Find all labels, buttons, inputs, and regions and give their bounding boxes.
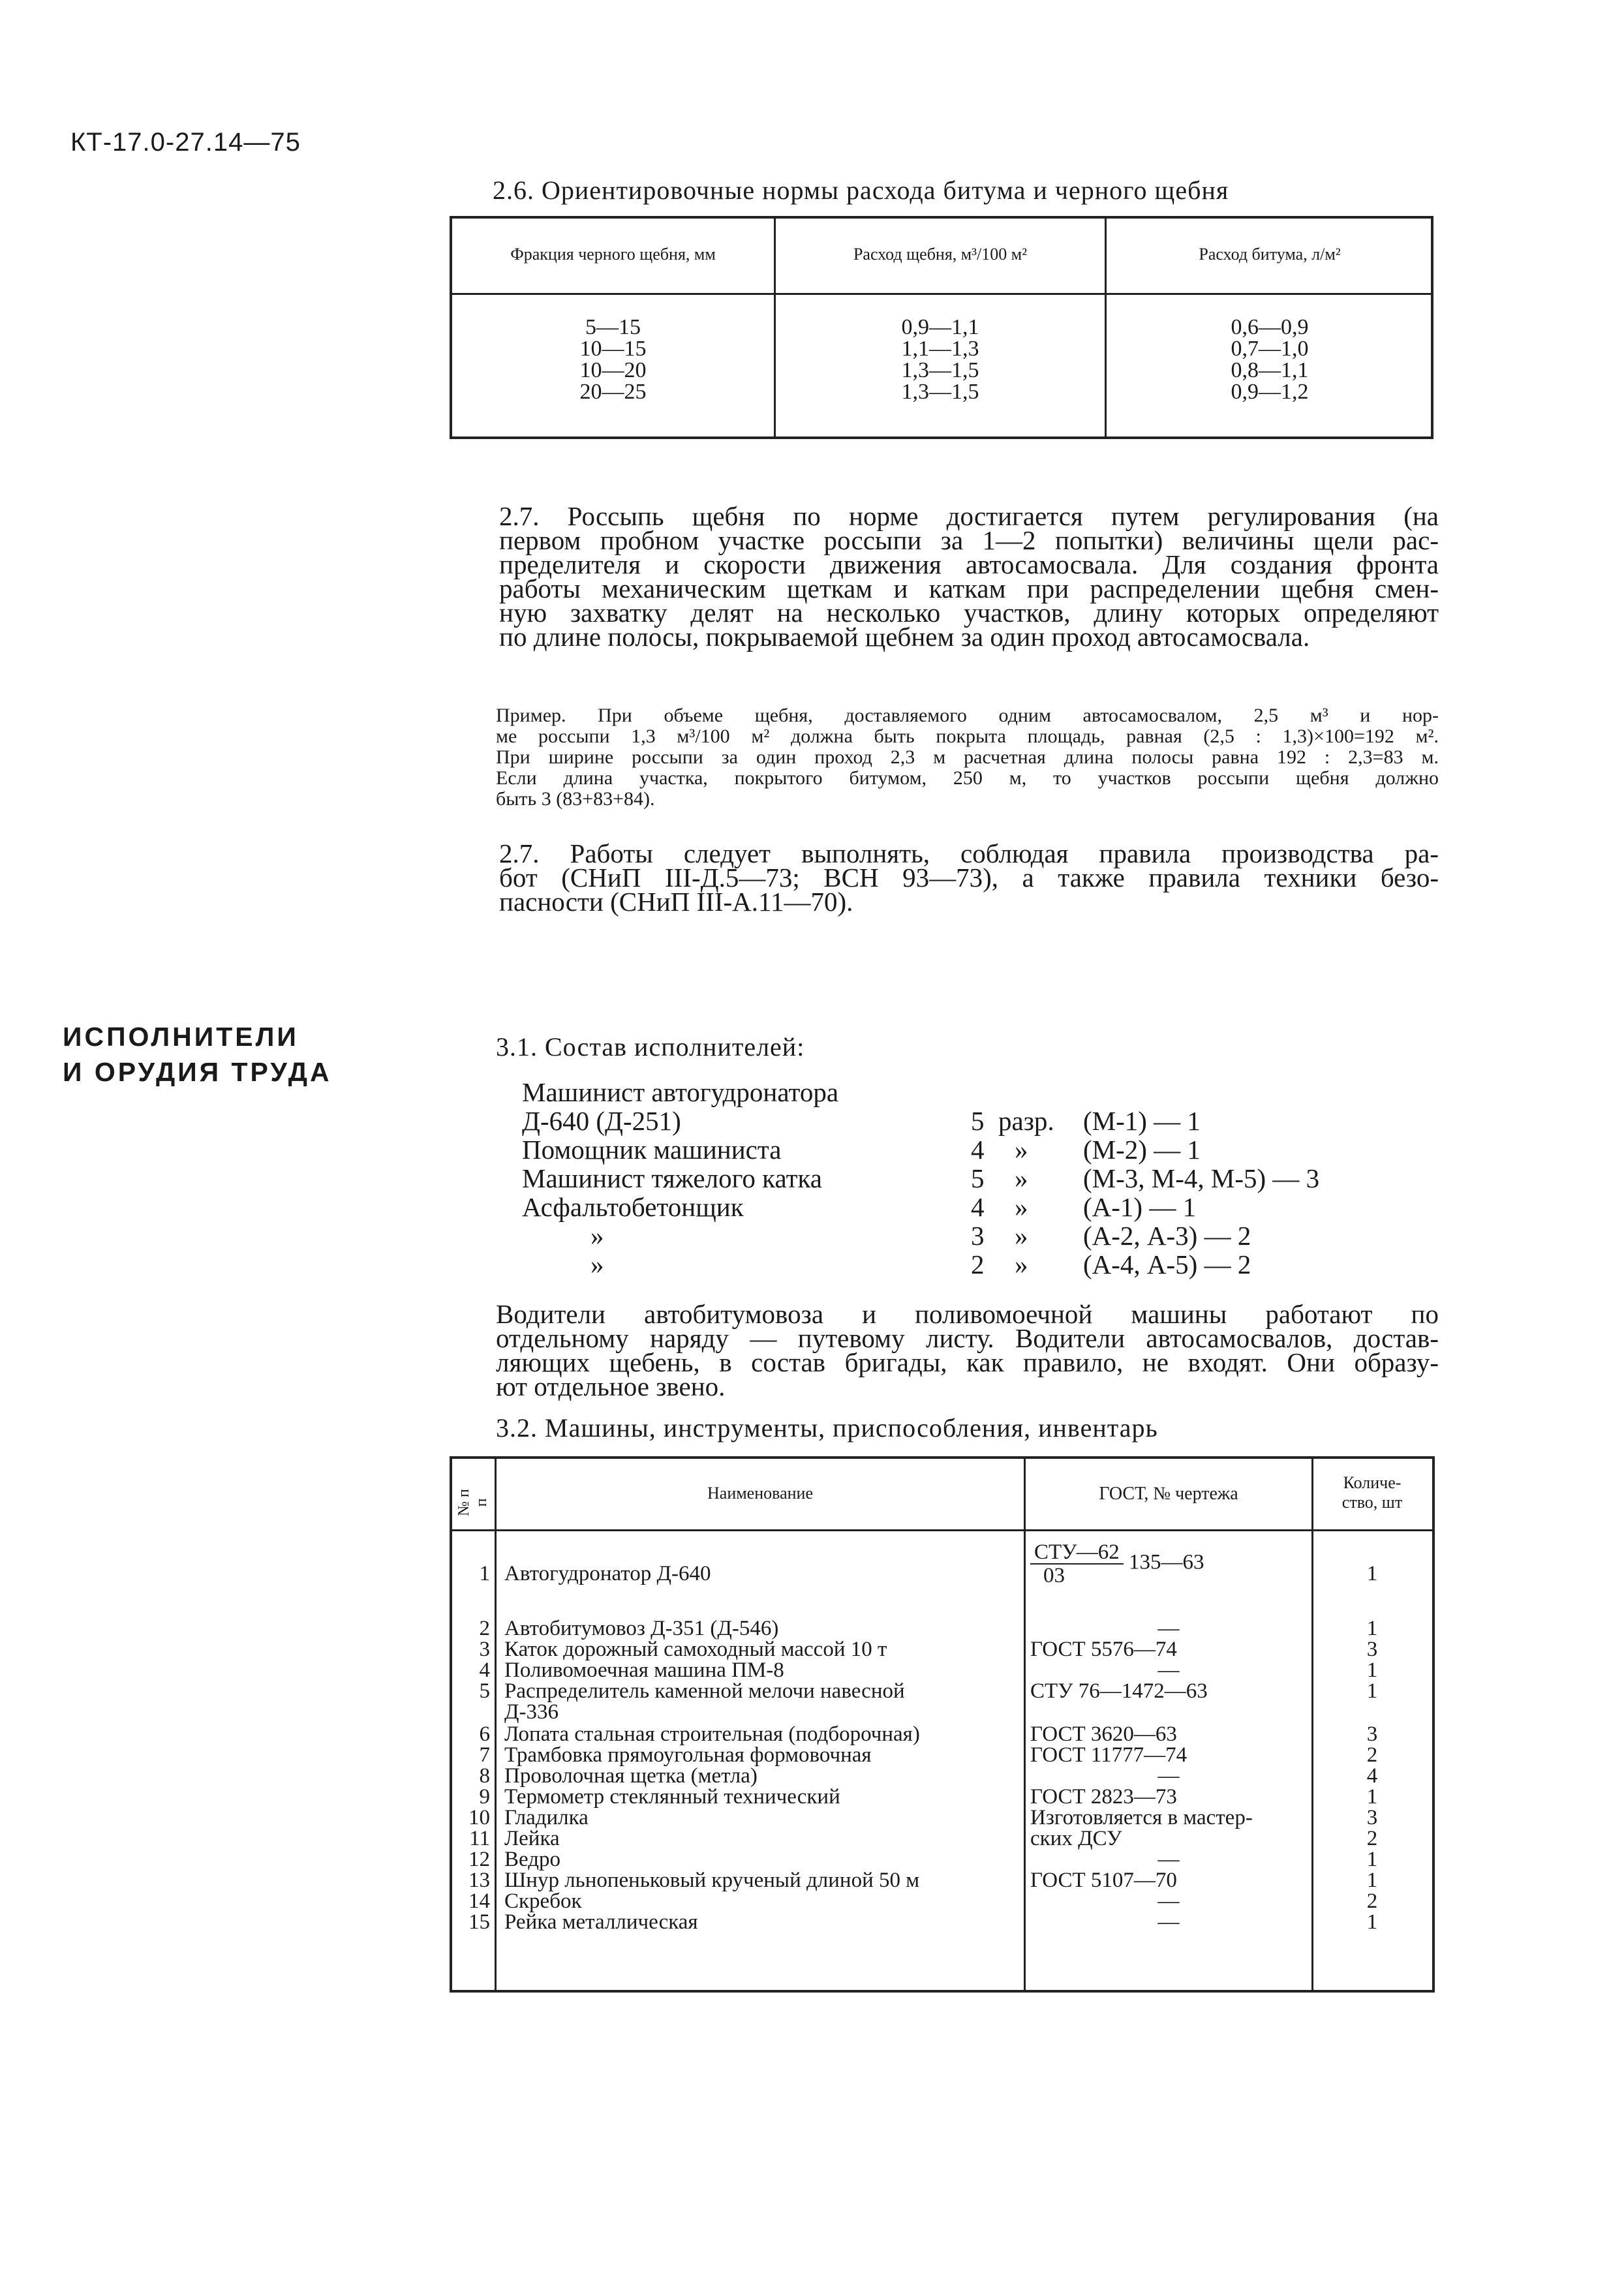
- roster-unit: »: [1015, 1221, 1028, 1251]
- text-line: ме россыпи 1,3 м³/100 м² должна быть покрыта площадь, равная (2,5 : 1,3)×100=192 м².: [496, 726, 1439, 747]
- item-gost: ГОСТ 5107—70: [1030, 1869, 1177, 1892]
- item-name: Поливомоечная машина ПМ-8: [504, 1658, 784, 1682]
- item-gost: —: [1157, 1617, 1180, 1640]
- roster-grade: 4: [971, 1192, 985, 1222]
- item-name: Трамбовка прямоугольная формовочная: [504, 1743, 872, 1767]
- table-cell: 0,8—1,1: [1231, 358, 1309, 382]
- col-header-qty-line1: Количе-: [1343, 1473, 1402, 1492]
- row-number: 12: [468, 1848, 490, 1871]
- consumption-table: [450, 216, 1433, 439]
- crew-roster: [0, 1078, 1624, 1287]
- text-line: первом пробном участке россыпи за 1—2 попытки) величины щели рас-: [499, 525, 1439, 555]
- item-gost: —: [1157, 1658, 1180, 1682]
- section-2-6-title: 2.6. Ориентировочные нормы расхода битума и черного щебня: [493, 176, 1229, 205]
- text-line: быть 3 (83+83+84).: [496, 788, 655, 810]
- roster-code: (М-3, М-4, М-5) — 3: [1083, 1163, 1320, 1193]
- roster-code: (М-1) — 1: [1083, 1106, 1201, 1136]
- item-gost: ГОСТ 5576—74: [1030, 1638, 1177, 1661]
- item-gost: ГОСТ 2823—73: [1030, 1785, 1177, 1809]
- text-line: пасности (СНиП III-А.11—70).: [499, 887, 853, 917]
- row-number: 10: [468, 1806, 490, 1829]
- col-header-gost: ГОСТ, № чертежа: [1099, 1484, 1238, 1504]
- table-divider: [495, 1459, 497, 1990]
- item-gost: ских ДСУ: [1030, 1827, 1122, 1850]
- table-cell: 1,3—1,5: [901, 358, 979, 382]
- col-header-fraction: Фракция черного щебня, мм: [510, 245, 716, 264]
- item-quantity: 1: [1366, 1562, 1378, 1585]
- item-quantity: 2: [1366, 1827, 1378, 1850]
- item-name-cont: Д-336: [504, 1700, 559, 1724]
- row-number: 4: [479, 1658, 490, 1682]
- roster-unit: »: [1015, 1135, 1028, 1165]
- item-name: Проволочная щетка (метла): [504, 1764, 758, 1788]
- text-line: бот (СНиП III-Д.5—73; ВСН 93—73), а также правила техники безо-: [499, 863, 1439, 893]
- item-name: Автобитумовоз Д-351 (Д-546): [504, 1617, 779, 1640]
- text-line: Водители автобитумовоза и поливомоечной машины работают по: [496, 1299, 1439, 1329]
- table-cell: 1,1—1,3: [901, 337, 979, 361]
- text-line: При ширине россыпи за один проход 2,3 м расчетная длина полосы равна 192 : 2,3=83 м.: [496, 746, 1439, 768]
- item-quantity: 3: [1366, 1722, 1378, 1746]
- table-cell: 1,3—1,5: [901, 380, 979, 404]
- item-quantity: 3: [1366, 1638, 1378, 1661]
- table-cell: 5—15: [585, 315, 641, 339]
- text-line: ляющих щебень, в состав бригады, как правило, не входят. Они образу-: [496, 1347, 1439, 1377]
- item-gost: Изготовляется в мастер-: [1030, 1806, 1253, 1829]
- gost-tail: 135—63: [1128, 1550, 1204, 1574]
- item-quantity: 1: [1366, 1785, 1378, 1809]
- roster-code: (А-1) — 1: [1083, 1192, 1197, 1222]
- roster-grade: 3: [971, 1221, 985, 1251]
- text-line: ную захватку делят на несколько участков, длину которых определяют: [499, 598, 1439, 628]
- item-gost: —: [1157, 1848, 1180, 1871]
- gravel-column: [776, 316, 1105, 403]
- text-line: Если длина участка, покрытого битумом, 250 м, то участков россыпи щебня должно: [496, 767, 1439, 789]
- col-header-number: № п п: [455, 1489, 490, 1516]
- table-divider: [452, 293, 1431, 295]
- section-3-1-title: 3.1. Состав исполнителей:: [496, 1032, 805, 1062]
- col-header-gravel: Расход щебня, м³/100 м²: [853, 245, 1028, 264]
- side-heading-line2: И ОРУДИЯ ТРУДА: [63, 1057, 332, 1087]
- item-quantity: 1: [1366, 1848, 1378, 1871]
- item-gost: ГОСТ 3620—63: [1030, 1722, 1177, 1746]
- row-number: 8: [479, 1764, 490, 1788]
- item-quantity: 4: [1366, 1764, 1378, 1788]
- item-name: Ведро: [504, 1848, 561, 1871]
- col-header-qty-line2: ство, шт: [1341, 1493, 1403, 1512]
- item-name: Шнур льнопеньковый крученый длиной 50 м: [504, 1869, 920, 1892]
- item-name: Распределитель каменной мелочи навесной: [504, 1679, 905, 1703]
- roster-unit: разр.: [998, 1106, 1054, 1136]
- roster-unit: »: [1015, 1163, 1028, 1193]
- item-gost: ГОСТ 11777—74: [1030, 1743, 1187, 1767]
- paragraph-2-7-spread: [499, 501, 1439, 652]
- roster-grade: 2: [971, 1249, 985, 1279]
- text-line: работы механическим щеткам и каткам при распределении щебня смен-: [499, 573, 1439, 604]
- text-line: 2.7. Россыпь щебня по норме достигается путем регулирования (на: [499, 501, 1439, 531]
- item-quantity: 1: [1366, 1910, 1378, 1934]
- roster-grade: 5: [971, 1163, 985, 1193]
- roster-role: Помощник машиниста: [522, 1135, 782, 1165]
- item-gost: —: [1157, 1764, 1180, 1788]
- row-number: 11: [469, 1827, 490, 1850]
- item-quantity: 1: [1366, 1617, 1378, 1640]
- roster-grade: 5: [971, 1106, 985, 1136]
- row-number: 9: [479, 1785, 490, 1809]
- paragraph-2-7-works: [499, 838, 1439, 917]
- item-name: Лопата стальная строительная (подборочная): [504, 1722, 920, 1746]
- row-number: 5: [479, 1679, 490, 1703]
- item-gost-fraction: [1030, 1541, 1204, 1587]
- row-number: 2: [479, 1617, 490, 1640]
- roster-code: (А-2, А-3) — 2: [1083, 1221, 1251, 1251]
- row-number: 14: [468, 1889, 490, 1913]
- roster-role: Машинист автогудронатора: [522, 1077, 839, 1107]
- roster-grade: 4: [971, 1135, 985, 1165]
- row-number: 7: [479, 1743, 490, 1767]
- text-line: по длине полосы, покрываемой щебнем за один проход автосамосвала.: [499, 622, 1310, 652]
- table-cell: 10—15: [579, 337, 647, 361]
- table-cell: 20—25: [579, 380, 647, 404]
- item-gost: СТУ 76—1472—63: [1030, 1679, 1208, 1703]
- row-number: 13: [468, 1869, 490, 1892]
- equipment-table: [450, 1456, 1435, 1993]
- item-quantity: 1: [1366, 1679, 1378, 1703]
- row-number: 6: [479, 1722, 490, 1746]
- item-quantity: 2: [1366, 1743, 1378, 1767]
- table-cell: 0,9—1,1: [901, 315, 979, 339]
- roster-role: Машинист тяжелого катка: [522, 1163, 822, 1193]
- roster-code: (М-2) — 1: [1083, 1135, 1201, 1165]
- roster-unit: »: [1015, 1192, 1028, 1222]
- table-cell: 0,9—1,2: [1231, 380, 1309, 404]
- section-3-2-title: 3.2. Машины, инструменты, приспособления, инвентарь: [496, 1413, 1158, 1443]
- text-line: пределителя и скорости движения автосамосвала. Для создания фронта: [499, 549, 1439, 579]
- text-line: Пример. При объеме щебня, доставляемого одним автосамосвалом, 2,5 м³ и нор-: [496, 705, 1439, 726]
- item-quantity: 1: [1366, 1658, 1378, 1682]
- text-line: отдельному наряду — путевому листу. Водители автосамосвалов, достав-: [496, 1323, 1439, 1353]
- item-name: Каток дорожный самоходный массой 10 т: [504, 1638, 887, 1661]
- item-name: Гладилка: [504, 1806, 589, 1829]
- item-name: Лейка: [504, 1827, 560, 1850]
- col-header-bitumen: Расход битума, л/м²: [1199, 245, 1341, 264]
- fraction-column: [452, 316, 774, 403]
- table-divider: [452, 1529, 1432, 1531]
- item-gost: —: [1157, 1889, 1180, 1913]
- item-gost: —: [1157, 1910, 1180, 1934]
- document-code: КТ-17.0-27.14—75: [70, 128, 301, 157]
- item-name: Скребок: [504, 1889, 582, 1913]
- gost-denominator: 03: [1043, 1564, 1065, 1587]
- table-cell: 0,6—0,9: [1231, 315, 1309, 339]
- roster-role: Д-640 (Д-251): [522, 1106, 681, 1136]
- row-number: 15: [468, 1910, 490, 1934]
- bitumen-column: [1107, 316, 1433, 403]
- item-name: Термометр стеклянный технический: [504, 1785, 840, 1809]
- paragraph-drivers: [496, 1299, 1439, 1401]
- roster-unit: »: [1015, 1249, 1028, 1279]
- gost-numerator: СТУ—62: [1030, 1541, 1124, 1565]
- roster-role: »: [590, 1221, 604, 1251]
- col-header-name: Наименование: [707, 1484, 813, 1503]
- roster-role: Асфальтобетонщик: [522, 1192, 744, 1222]
- text-line: 2.7. Работы следует выполнять, соблюдая правила производства ра-: [499, 838, 1439, 868]
- example-paragraph: [496, 705, 1439, 810]
- item-name: Автогудронатор Д-640: [504, 1562, 711, 1585]
- item-quantity: 3: [1366, 1806, 1378, 1829]
- row-number: 3: [479, 1638, 490, 1661]
- side-heading-line1: ИСПОЛНИТЕЛИ: [63, 1022, 299, 1052]
- item-quantity: 1: [1366, 1869, 1378, 1892]
- table-cell: 10—20: [579, 358, 647, 382]
- text-line: ют отдельное звено.: [496, 1371, 726, 1401]
- table-cell: 0,7—1,0: [1231, 337, 1309, 361]
- item-name: Рейка металлическая: [504, 1910, 698, 1934]
- roster-role: »: [590, 1249, 604, 1279]
- row-number: 1: [479, 1562, 490, 1585]
- col-header-qty: [1313, 1473, 1431, 1512]
- item-quantity: 2: [1366, 1889, 1378, 1913]
- roster-code: (А-4, А-5) — 2: [1083, 1249, 1251, 1279]
